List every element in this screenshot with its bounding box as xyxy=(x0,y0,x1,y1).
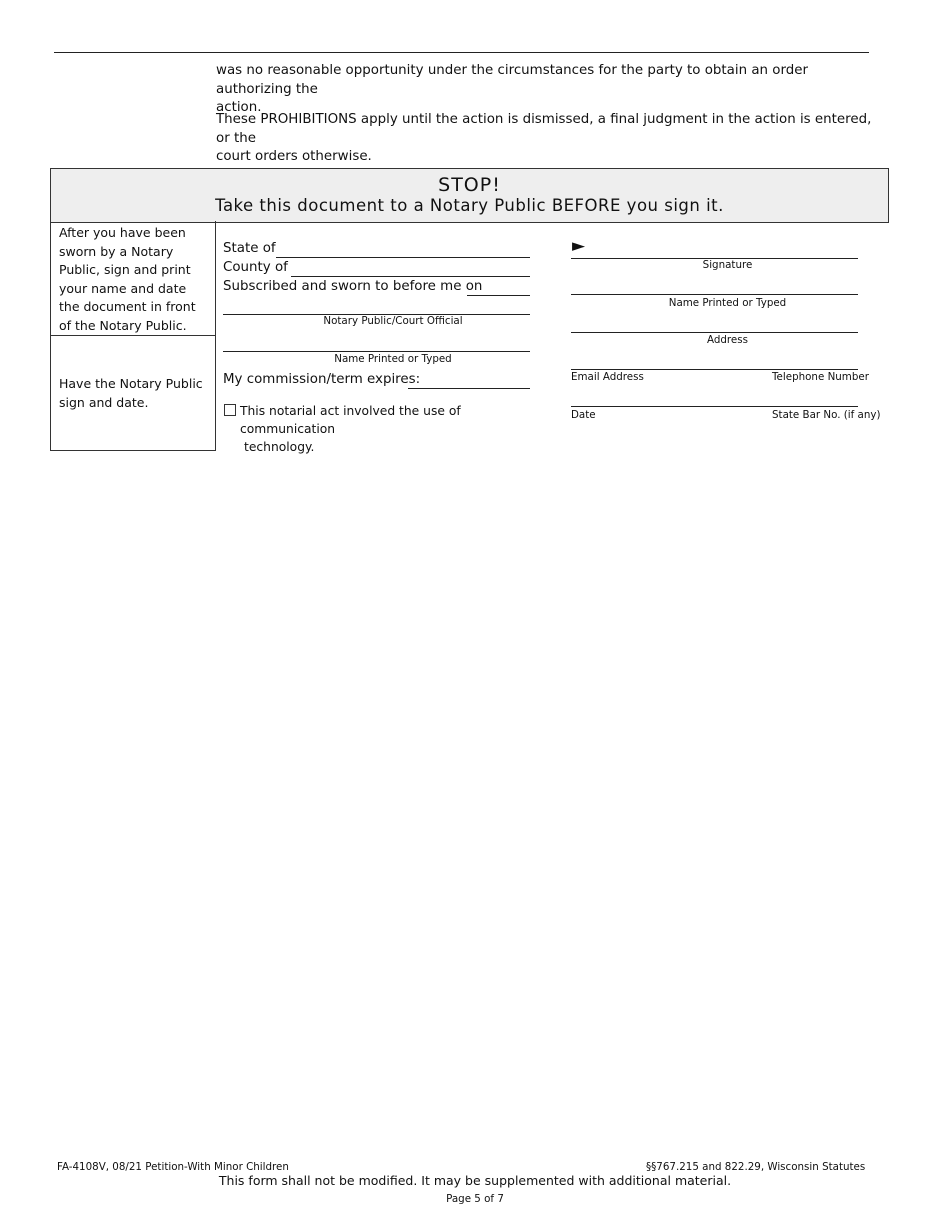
footer-page-number: Page 5 of 7 xyxy=(446,1193,504,1205)
address-field[interactable] xyxy=(571,332,858,333)
signer-name-caption: Name Printed or Typed xyxy=(668,297,787,309)
subscribed-date-field[interactable] xyxy=(467,295,530,296)
state-label: State of xyxy=(223,241,276,256)
footer-notice: This form shall not be modified. It may be supplemented with additional material. xyxy=(218,1173,732,1188)
continuation-line-2: action. xyxy=(216,100,262,115)
signer-name-field[interactable] xyxy=(571,294,858,295)
continuation-paragraph xyxy=(216,62,884,118)
stop-banner xyxy=(50,168,889,223)
county-label: County of xyxy=(223,260,288,275)
email-caption: Email Address xyxy=(571,371,644,383)
communication-tech-line-1: This notarial act involved the use of communication xyxy=(240,404,461,436)
stop-title: STOP! xyxy=(438,174,501,196)
communication-tech-checkbox[interactable] xyxy=(224,404,236,416)
continuation-line-1: was no reasonable opportunity under the circumstances for the party to obtain an order authorizing the xyxy=(216,63,808,97)
footer-form-id: FA-4108V, 08/21 Petition-With Minor Children xyxy=(57,1161,289,1173)
signature-caption: Signature xyxy=(702,259,753,271)
footer-statutes: §§767.215 and 822.29, Wisconsin Statutes xyxy=(646,1161,866,1173)
instructions-divider xyxy=(51,335,215,336)
prohibitions-line-1: These PROHIBITIONS apply until the action is dismissed, a final judgment in the action is entered, or the xyxy=(216,112,872,146)
stop-subtitle: Take this document to a Notary Public BEFORE you sign it. xyxy=(215,196,724,215)
notary-name-field[interactable] xyxy=(223,351,530,352)
prohibitions-line-2: court orders otherwise. xyxy=(216,149,372,164)
notary-instructions: Have the Notary Public sign and date. xyxy=(59,376,203,410)
communication-tech-line-2: technology. xyxy=(244,440,315,454)
signer-instructions: After you have been sworn by a Notary Public, sign and print your name and date the document in front of the Notary Public. xyxy=(59,225,196,333)
subscribed-label: Subscribed and sworn to before me on xyxy=(223,279,483,294)
prohibitions-paragraph xyxy=(216,111,884,167)
bar-number-caption: State Bar No. (if any) xyxy=(772,409,881,421)
state-field[interactable] xyxy=(276,257,530,258)
phone-caption: Telephone Number xyxy=(772,371,869,383)
date-bar-field[interactable] xyxy=(571,406,858,407)
county-field[interactable] xyxy=(291,276,530,277)
sign-here-arrow-icon: ► xyxy=(572,236,586,256)
top-rule xyxy=(54,52,869,53)
instructions-column xyxy=(50,221,216,451)
email-phone-field[interactable] xyxy=(571,369,858,370)
notary-official-caption: Notary Public/Court Official xyxy=(323,315,463,327)
date-caption: Date xyxy=(571,409,596,421)
commission-label: My commission/term expires: xyxy=(223,372,421,387)
address-caption: Address xyxy=(706,334,748,346)
commission-date-field[interactable] xyxy=(408,388,530,389)
communication-tech-label xyxy=(240,402,540,456)
notary-name-caption: Name Printed or Typed xyxy=(334,353,452,365)
